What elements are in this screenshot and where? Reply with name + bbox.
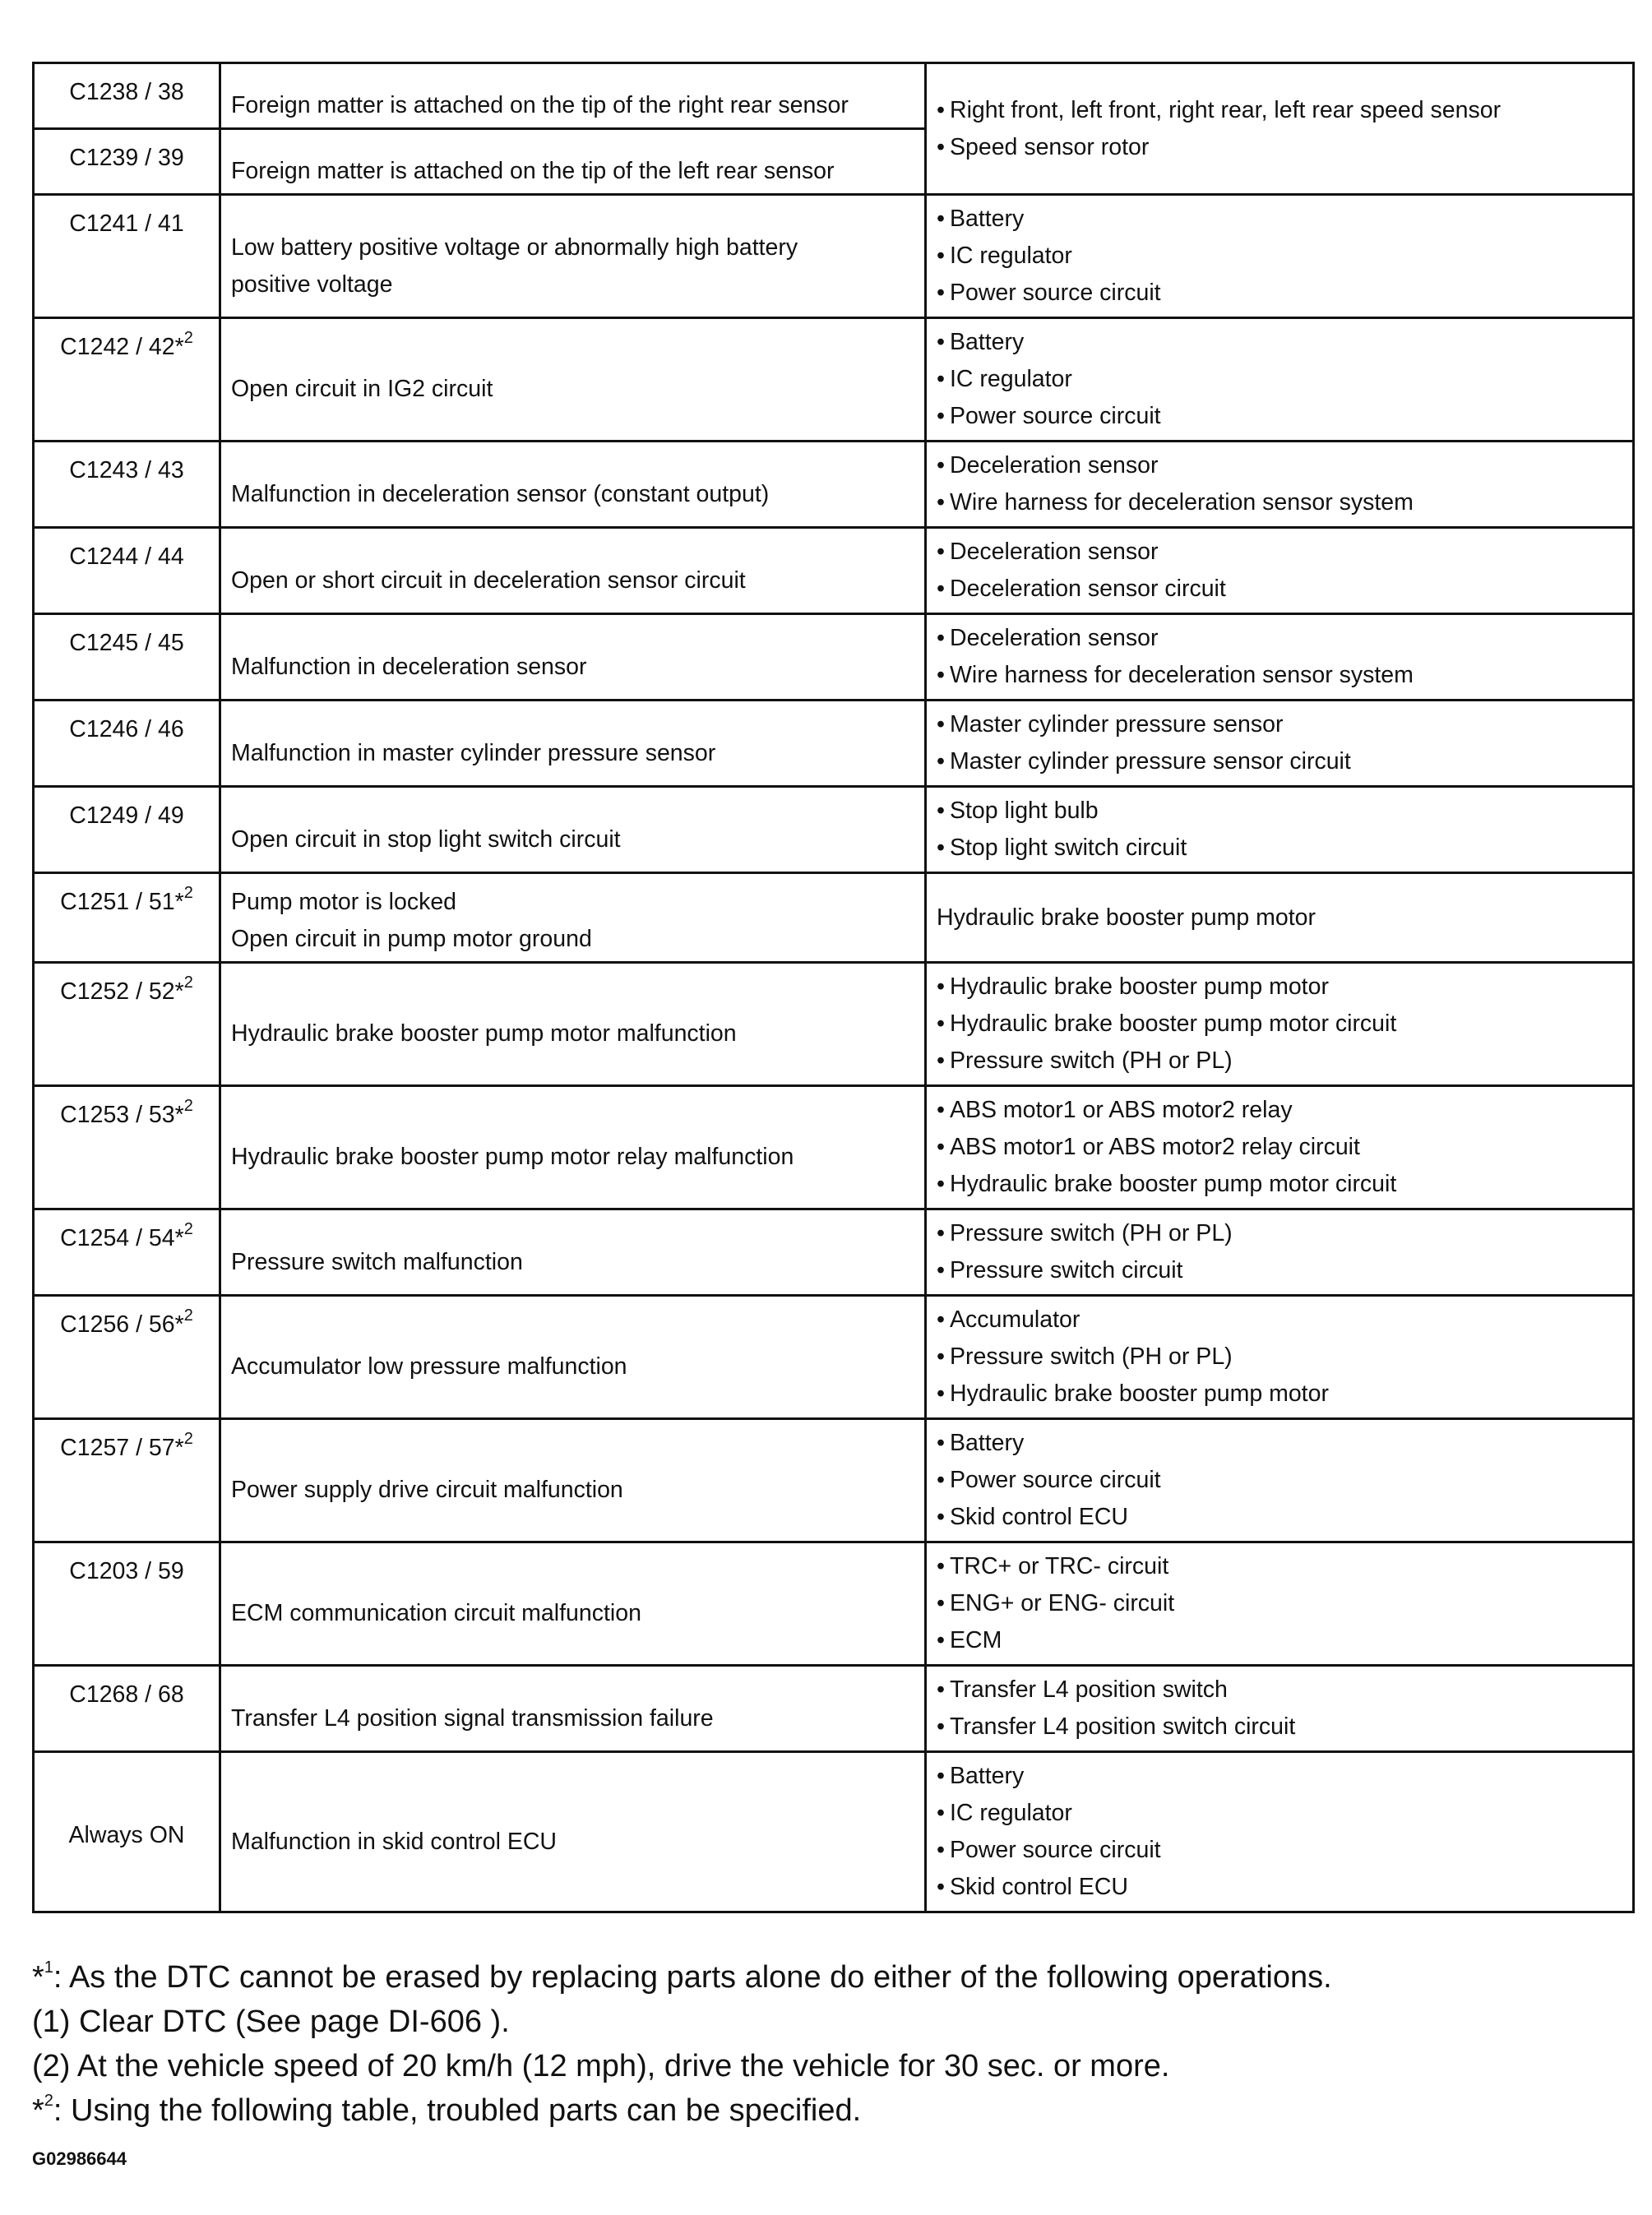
dtc-code-text: C1203 / 59 (69, 1558, 184, 1584)
detection-text: Pressure switch malfunction (231, 1248, 523, 1275)
footnote-ref: 2 (183, 1306, 193, 1325)
dtc-code (34, 873, 220, 963)
footnote-2-number: 2 (44, 2092, 53, 2111)
footnote-1-number: 1 (44, 1958, 53, 1977)
detection-text: Hydraulic brake booster pump motor malfunction (231, 1020, 737, 1047)
trouble-area-item: • Battery (937, 324, 1622, 361)
detection-text: Low battery positive voltage or abnormally high battery (231, 234, 798, 261)
detection-text: Accumulator low pressure malfunction (231, 1353, 627, 1380)
dtc-code-text: C1256 / 56* (60, 1311, 184, 1338)
detection-item (220, 1666, 926, 1752)
trouble-area (926, 873, 1634, 963)
dtc-code-text: C1242 / 42* (60, 334, 184, 360)
detection-text: Open circuit in stop light switch circuit (231, 825, 621, 853)
footnote-2-text: : Using the following table, troubled parts can be specified. (53, 2093, 862, 2128)
trouble-area-item: • TRC+ or TRC- circuit (937, 1548, 1622, 1585)
trouble-area-item: • Skid control ECU (937, 1499, 1622, 1536)
trouble-area (926, 1209, 1634, 1296)
trouble-area-item: • Accumulator (937, 1302, 1622, 1339)
trouble-area-item: • Power source circuit (937, 1832, 1622, 1869)
trouble-area-item: • Power source circuit (937, 398, 1622, 435)
dtc-code (34, 1752, 220, 1912)
trouble-area-item: Hydraulic brake booster pump motor (937, 904, 1316, 931)
trouble-area-item: • Battery (937, 1425, 1622, 1462)
trouble-area-item: • Master cylinder pressure sensor (937, 706, 1622, 743)
dtc-code-text: C1257 / 57* (60, 1435, 184, 1461)
trouble-area (926, 442, 1634, 528)
trouble-area-item: • IC regulator (937, 238, 1622, 275)
footnote-ref: 2 (183, 1429, 193, 1448)
trouble-area (926, 701, 1634, 787)
detection-item (220, 1752, 926, 1912)
table-row (34, 1419, 1634, 1542)
trouble-area-item: • Transfer L4 position switch circuit (937, 1709, 1622, 1746)
detection-text: Open circuit in IG2 circuit (231, 376, 493, 402)
detection-item (220, 787, 926, 873)
detection-item (220, 963, 926, 1086)
trouble-area-item: • ABS motor1 or ABS motor2 relay (937, 1092, 1622, 1129)
table-row (34, 1209, 1634, 1296)
trouble-area-item: • IC regulator (937, 1795, 1622, 1832)
trouble-area-item: • Battery (937, 1758, 1622, 1795)
detection-item (220, 1086, 926, 1209)
trouble-area-item: • Wire harness for deceleration sensor system (937, 484, 1622, 521)
dtc-code-text: C1245 / 45 (69, 630, 184, 656)
trouble-area (926, 1666, 1634, 1752)
trouble-area-item: • Hydraulic brake booster pump motor circuit (937, 1006, 1622, 1043)
dtc-code (34, 129, 220, 195)
detection-item (220, 318, 926, 442)
dtc-table-body (34, 63, 1634, 1912)
table-row (34, 1542, 1634, 1666)
table-row (34, 614, 1634, 701)
dtc-code-text: C1252 / 52* (60, 978, 184, 1005)
dtc-code (34, 63, 220, 129)
table-row (34, 195, 1634, 318)
detection-item (220, 1419, 926, 1542)
detection-text: positive voltage (231, 271, 393, 298)
footnote-1-mark: * (32, 1960, 44, 1995)
trouble-area-item: • Right front, left front, right rear, left rear speed sensor (937, 92, 1622, 129)
trouble-area-item: • Pressure switch (PH or PL) (937, 1043, 1622, 1080)
trouble-area (926, 614, 1634, 701)
trouble-area-item: • Skid control ECU (937, 1869, 1622, 1906)
dtc-table (32, 62, 1635, 1913)
table-row (34, 963, 1634, 1086)
trouble-area-item: • Power source circuit (937, 275, 1622, 312)
trouble-area (926, 1542, 1634, 1666)
table-row (34, 1666, 1634, 1752)
footnote-1-text: : As the DTC cannot be erased by replacing parts alone do either of the following operations. (53, 1960, 1332, 1995)
detection-item (220, 1209, 926, 1296)
trouble-area-item: • Hydraulic brake booster pump motor circuit (937, 1166, 1622, 1203)
dtc-code (34, 442, 220, 528)
dtc-code-text: C1244 / 44 (69, 543, 184, 570)
figure-id: G02986644 (32, 2148, 127, 2169)
trouble-area-item: • ABS motor1 or ABS motor2 relay circuit (937, 1129, 1622, 1166)
dtc-code-text: C1268 / 68 (69, 1681, 184, 1708)
dtc-code-text: C1254 / 54* (60, 1225, 184, 1251)
trouble-area-item: • Pressure switch (PH or PL) (937, 1215, 1622, 1252)
detection-text: Pump motor is locked (231, 889, 457, 915)
trouble-area-item: • Speed sensor rotor (937, 129, 1622, 166)
detection-text: Open or short circuit in deceleration sensor circuit (231, 566, 746, 594)
trouble-area-item: • Stop light bulb (937, 793, 1622, 830)
trouble-area (926, 195, 1634, 318)
dtc-code-text: C1253 / 53* (60, 1102, 184, 1128)
dtc-code (34, 318, 220, 442)
dtc-code (34, 1209, 220, 1296)
dtc-code (34, 195, 220, 318)
detection-item (220, 1542, 926, 1666)
trouble-area (926, 1752, 1634, 1912)
dtc-code (34, 1086, 220, 1209)
footnote-ref: 2 (183, 1219, 193, 1238)
table-row (34, 701, 1634, 787)
detection-item (220, 701, 926, 787)
footnote-step-2: (2) At the vehicle speed of 20 km/h (12 mph), drive the vehicle for 30 sec. or more. (32, 2049, 1170, 2083)
detection-text: Open circuit in pump motor ground (231, 926, 592, 952)
table-row (34, 873, 1634, 963)
dtc-code (34, 701, 220, 787)
table-row (34, 1296, 1634, 1419)
dtc-code-text: C1249 / 49 (69, 802, 184, 829)
table-row (34, 528, 1634, 614)
trouble-area-item: • Battery (937, 201, 1622, 238)
detection-text: ECM communication circuit malfunction (231, 1600, 641, 1626)
dtc-code-text: C1251 / 51* (60, 889, 184, 915)
trouble-area-item: • Deceleration sensor circuit (937, 571, 1622, 608)
table-row (34, 63, 1634, 129)
footnote-ref: 2 (183, 973, 193, 992)
dtc-code-text: C1241 / 41 (69, 210, 184, 237)
dtc-code-text: C1238 / 38 (69, 79, 184, 105)
dtc-code-text: C1243 / 43 (69, 457, 184, 483)
trouble-area-item: • ENG+ or ENG- circuit (937, 1585, 1622, 1622)
trouble-area (926, 787, 1634, 873)
detection-text: Transfer L4 position signal transmission failure (231, 1704, 714, 1732)
footnote-2 (32, 2088, 1632, 2133)
trouble-area-item: • Transfer L4 position switch (937, 1672, 1622, 1709)
table-row (34, 442, 1634, 528)
dtc-code-text: C1246 / 46 (69, 716, 184, 742)
trouble-area-item: • Deceleration sensor (937, 534, 1622, 571)
trouble-area (926, 1086, 1634, 1209)
footnotes (32, 1955, 1632, 2133)
dtc-code (34, 1419, 220, 1542)
dtc-code (34, 614, 220, 701)
detection-item (220, 63, 926, 129)
detection-text: Malfunction in deceleration sensor (231, 653, 587, 680)
detection-text: Malfunction in skid control ECU (231, 1828, 557, 1855)
footnote-2-mark: * (32, 2093, 44, 2128)
dtc-code-text: C1239 / 39 (69, 145, 184, 171)
trouble-area (926, 1419, 1634, 1542)
detection-item (220, 195, 926, 318)
trouble-area (926, 528, 1634, 614)
footnote-step-1: (1) Clear DTC (See page DI-606 ). (32, 2005, 510, 2039)
trouble-area (926, 318, 1634, 442)
trouble-area-item: • IC regulator (937, 361, 1622, 398)
trouble-area (926, 1296, 1634, 1419)
dtc-code (34, 1296, 220, 1419)
trouble-area (926, 963, 1634, 1086)
trouble-area (926, 63, 1634, 195)
detection-item (220, 129, 926, 195)
trouble-area-item: • ECM (937, 1622, 1622, 1659)
detection-text: Hydraulic brake booster pump motor relay malfunction (231, 1144, 794, 1170)
table-row (34, 787, 1634, 873)
detection-item (220, 1296, 926, 1419)
trouble-area-item: • Hydraulic brake booster pump motor (937, 969, 1622, 1006)
footnote-ref: 2 (183, 883, 193, 902)
trouble-area-item: • Pressure switch circuit (937, 1252, 1622, 1289)
trouble-area-item: • Wire harness for deceleration sensor system (937, 657, 1622, 694)
detection-item (220, 442, 926, 528)
dtc-code (34, 963, 220, 1086)
detection-text: Foreign matter is attached on the tip of the right rear sensor (231, 92, 849, 118)
trouble-area-item: • Deceleration sensor (937, 620, 1622, 657)
detection-text: Foreign matter is attached on the tip of the left rear sensor (231, 158, 835, 184)
detection-item (220, 873, 926, 963)
dtc-code (34, 528, 220, 614)
trouble-area-item: • Pressure switch (PH or PL) (937, 1339, 1622, 1376)
table-row (34, 318, 1634, 442)
trouble-area-item: • Deceleration sensor (937, 447, 1622, 484)
table-row (34, 1086, 1634, 1209)
trouble-area-item: • Hydraulic brake booster pump motor (937, 1376, 1622, 1413)
detection-text: Power supply drive circuit malfunction (231, 1477, 623, 1503)
trouble-area-item: • Master cylinder pressure sensor circuit (937, 743, 1622, 780)
footnote-1 (32, 1955, 1632, 2000)
detection-item (220, 528, 926, 614)
trouble-area-item: • Power source circuit (937, 1462, 1622, 1499)
footnote-ref: 2 (183, 328, 193, 347)
detection-text: Malfunction in master cylinder pressure sensor (231, 739, 716, 766)
detection-text: Malfunction in deceleration sensor (constant output) (231, 480, 770, 507)
dtc-code (34, 1542, 220, 1666)
dtc-code (34, 1666, 220, 1752)
detection-item (220, 614, 926, 701)
table-row (34, 1752, 1634, 1912)
trouble-area-item: • Stop light switch circuit (937, 830, 1622, 867)
dtc-code (34, 787, 220, 873)
footnote-ref: 2 (183, 1096, 193, 1115)
dtc-code-text: Always ON (68, 1821, 185, 1848)
